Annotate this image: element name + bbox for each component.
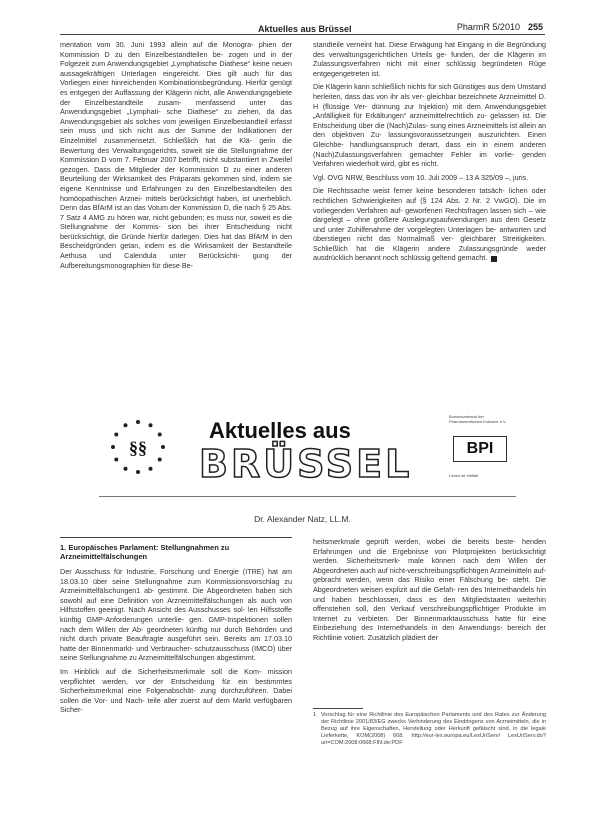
eu-stars-icon: [107, 416, 169, 478]
left-column-bottom: [60, 567, 292, 719]
end-of-article-icon: [491, 256, 497, 262]
journal-name: PharmR 5/2010: [456, 22, 520, 32]
author-line: Dr. Alexander Natz, LL.M.: [254, 514, 351, 524]
bpi-org-name: Bundesverband der Pharmazeutischen Industrie e.V.: [449, 414, 507, 424]
paragraph: Die Rechtssache weist ferner keine besonderen tatsäch- lichen oder rechtlichen Schwierigkeiten auf (§ 124 Abs. 2 Nr. 2 VwGO). Die im vorliegenden Verfahren auf- geworfenen Rechtsfragen lassen sich – wie dargelegt – ohne größere Auslegungsaufwendungen aus dem Gesetz und unter Zuhilfenahme der vorgelegten Unterlagen be- antworten und überstiegen nicht das Normalmaß ver- gleichbarer Streitigkeiten. Schließlich hat die Klägerin andere Zulassungsgründe weder ausdrücklich benannt noch schlüssig geltend gemacht.: [313, 186, 546, 263]
running-header-journal: [457, 22, 543, 32]
bpi-logo-box: [447, 414, 513, 484]
aktuelles-banner: [99, 414, 514, 484]
footnote-rule: [313, 708, 363, 709]
banner-rule: [99, 496, 516, 497]
paragraph-symbol: §§: [129, 438, 147, 458]
paragraph: heitsmerkmale geprüft werden, wobei die bereits beste- henden Erfahrungen und die Ergebnisse von Pilotprojekten berücksichtigt werden. Sicherheitsmerk- male können nach dem Willen der Abgeordneten auch auf nicht-verschreibungspflichtigen Arzneimitteln auf- gebracht werden, wenn das Risiko einer Fälschung be- steht. Die Abgeordneten weisen explizit auf die Gefah- ren des Internethandels hin und haben beschlossen, dass es den Mitgliedstaaten weiterhin offenstehen soll, den Verkauf verschreibungspflichtiger Produkte im Internet zu verbieten. Der Binnenmarktausschuss hatte für eine Einbeziehung des Internethandels in den Anwendungs- bereich der Richtlinie votiert. Zusätzlich plädiert der: [313, 537, 546, 642]
section-rule: [60, 537, 292, 538]
left-column-top: [60, 40, 292, 274]
paragraph: mentation vom 30. Juni 1993 allein auf die Monogra- phien der Kommission D zu den Einzelbestandteilen be- zogen und in der Folgezeit zum Anwendungsgebiet „Lymphatische Diathese“ keine neuen aussagekräftigen Unterlagen eingereicht. Dies gilt auch für das Vorliegen einer hinreichenden Kombinationsbegründung. Hierfür genügt es entgegen der Auffassung der Klägerin nicht, alle Anwendungsgebiete der Einzelbestandteile zusam- menfassend unter das Anwendungsgebiet „Lymphati- sche Diathese“ zu ziehen, da das Anwendungsgebiet als solches vom jeweiligen Einzelbestandteil erfasst sein muss und sich nicht aus der Summe der Indikationen der Einzelmittel zusammensetzt. Schließlich hat die Klä- gerin die Bewertung des Verwaltungsgerichts, soweit sie die Stellungnahme der Kommission D vom 7. Februar 2007 betrifft, nicht substantiiert in Zweifel gezogen. Dass die Mitglieder der Kommission D zu einer anderen Beurteilung der Wirksamkeit des Präparats gekommen sind, indem sie eigene Kenntnisse und Erfahrungen zu den Einzelbestandteilen des homöopathischen Arznei- mittels berücksichtigt haben, ist unerheblich. Denn das BfArM ist an das Votum der Kommission D, die nach § 25 Abs. 7 Satz 4 AMG zu hören war, nicht gebunden; es muss nur, soweit es die Stellungnahme der Kommis- sion bei ihrer Entscheidung nicht berücksichtigt, die Gründe hierfür darlegen. Dies hat das BfArM in den Bescheidgründen getan, indem es die Wirksamkeit der Bestandteile Aethusa und Calendula unter Berücksichti- gung der Aufbereitungsmonographien für diese Be-: [60, 40, 292, 270]
footnote: [313, 712, 546, 747]
paragraph: Die Klägerin kann schließlich nichts für sich Günstiges aus dem Umstand herleiten, dass das von ihr als ver- gleichbar bezeichnete Arzneimittel D. H (flüssige Ver- dünnung zur Injektion) mit dem Anwendungsgebiet „Anfälligkeit für Erkältungen“ arzneimittelrechtlich zu- gelassen ist. Die Entscheidung über die (Nach)Zulas- sung eines Arzneimittels ist allein an den objektiven Zu- lassungsvoraussetzungen auszurichten. Einen Gleichbe- handlungsanspruch derart, dass ein in einem anderen (Nach)Zulassungsverfahren gemachter Fehler im vorlie- genden Verfahren wiederholt wird, gibt es nicht.: [313, 82, 546, 169]
banner-title: Aktuelles aus: [209, 418, 351, 443]
running-header-section: Aktuelles aus Brüssel: [258, 24, 352, 34]
bpi-logo: BPI: [453, 436, 507, 462]
section-heading: 1. Europäisches Parlament: Stellungnahmen zu Arzneimittelfälschungen: [60, 543, 230, 561]
right-column-top: [313, 40, 546, 267]
paragraph: standteile verneint hat. Diese Erwägung hat Eingang in die Begründung des verwaltungsgerichtlichen Urteils ge- funden, der die Klägerin im Zulassungsverfahren nicht mit einer schlüssig begründeten Rüge entgegengetreten ist.: [313, 40, 546, 78]
bpi-slogan: Leben ist Vielfalt: [449, 473, 479, 478]
paragraph: Der Ausschuss für Industrie, Forschung und Energie (ITRE) hat am 18.03.10 über seine Stellungnahme zum Kommissionsvorschlag zu Arzneimittelfälschungen1 ab- gestimmt. Die Abgeordneten haben sich sowohl auf eine Definition von Arzneimittelfälschungen als auch von Hilfsstoffen geeinigt. Nach Ansicht des Ausschusses sol- len Hilfsstoffe künftig GMP-Anforderungen unterlie- gen. GMP-Inspektionen sollen nach dem Willen der Ab- geordneten künftig nur durch Behörden und nicht durch private Beauftragte ausgeführt sein. Bereits am 17.03.10 hatte der Binnenmarkt- und Verbraucher- schutzausschuss (IMCO) über seine Stellungnahme zu Arzneimittelfälschungen abgestimmt.: [60, 567, 292, 663]
page-number: 255: [527, 22, 543, 32]
reference: Vgl. OVG NRW, Beschluss vom 10. Juli 2009 – 13 A 325/09 –, juris.: [313, 172, 529, 182]
footnote-text: Vorschlag für eine Richtlinie des Europäischen Parlaments und des Rates zur Änderung der Richtlinie 2001/83/EG zwecks Verhinderung des Eindringens von Arzneimitteln, die in Bezug auf ihre Eigenschaften, Herstellung oder Herkunft gefälscht sind, in die legale Lieferkette, KOM(2008) 668, http://eur-lex.europa.eu/LexUriServ/ LexUriServ.do?uri=COM:2008:0668:FIN:de:PDF: [321, 712, 546, 746]
footnote-number: 1: [313, 712, 317, 718]
banner-big-word: BRÜSSEL: [199, 442, 413, 486]
right-column-bottom: [313, 537, 546, 647]
paragraph: Im Hinblick auf die Sicherheitsmerkmale soll die Kom- mission verpflichtet werden, vor der Entscheidung für ein bestimmtes Sicherheitsmerkmal eine Folgenabschät- zung durchzuführen. Dabei sollen die Vor- und Nach- teile aller zuerst auf dem Markt verfügbaren Sicher-: [60, 666, 292, 715]
header-rule: [60, 34, 545, 35]
